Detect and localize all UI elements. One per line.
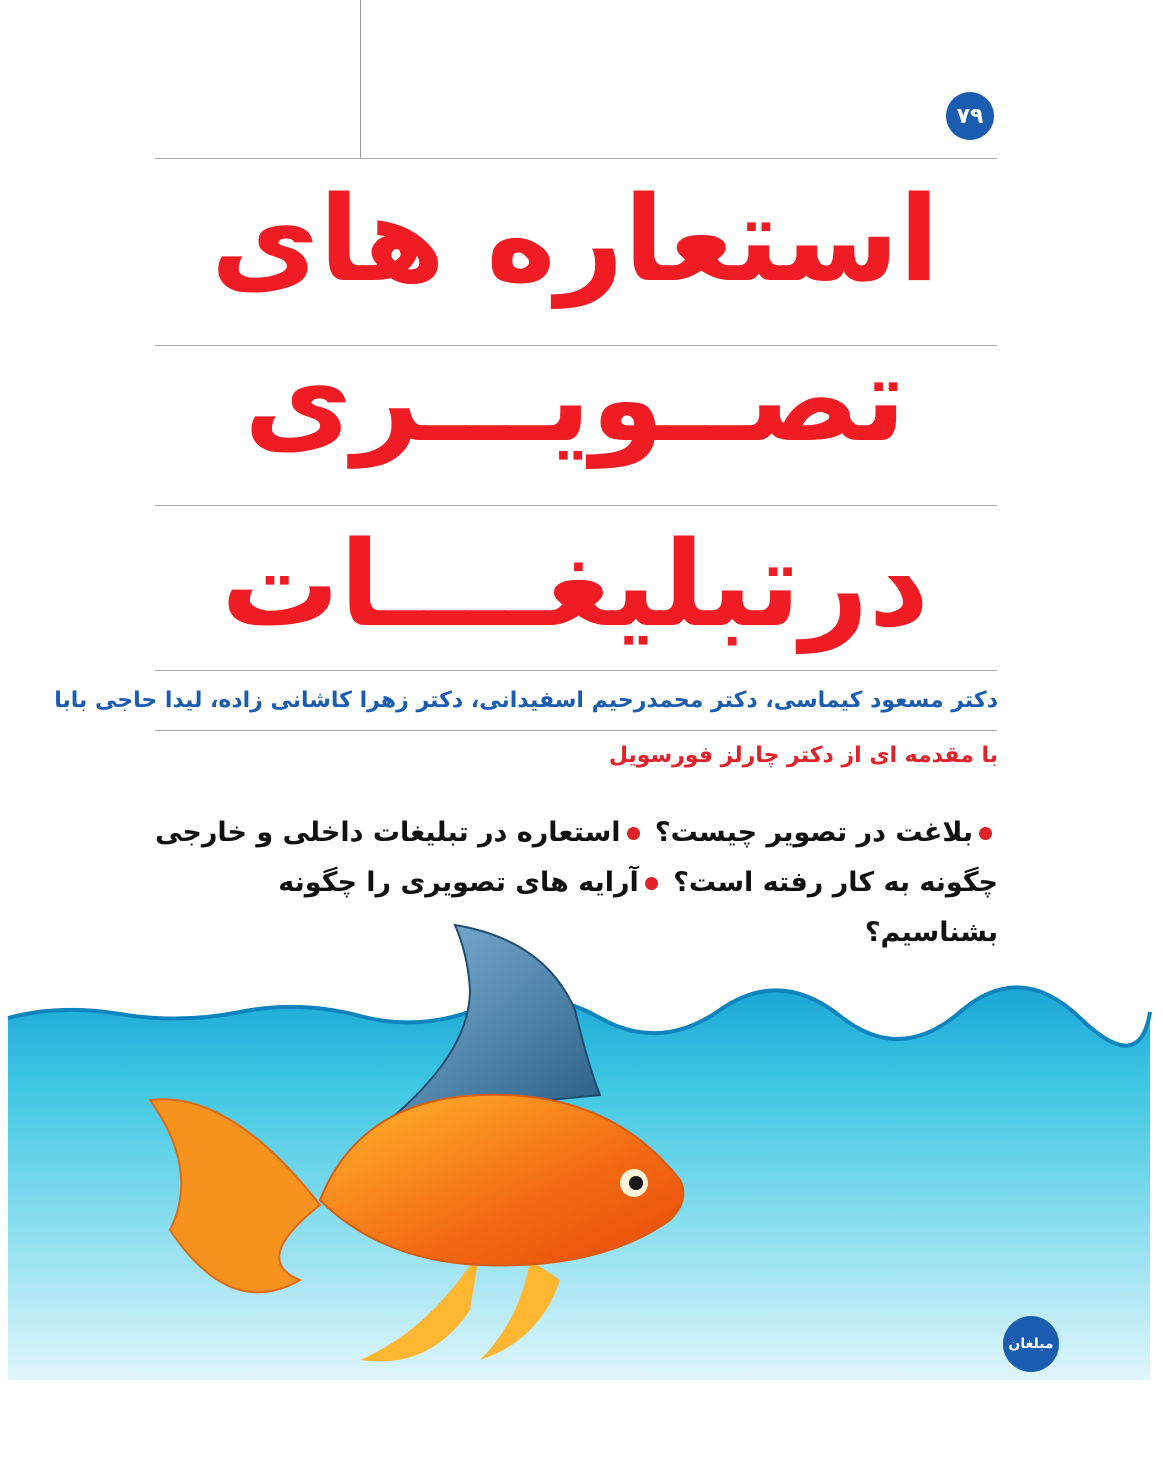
series-badge: [946, 92, 994, 140]
fish-pupil: [629, 1176, 643, 1190]
vertical-rule: [360, 0, 361, 158]
bullet-dot-icon: [627, 827, 640, 840]
bullet-dot-icon: [645, 877, 658, 890]
rule-5: [155, 730, 997, 731]
title-line-3: درتبلیغــــات: [220, 515, 930, 653]
rule-3: [155, 505, 997, 506]
series-number: ۷۹: [956, 103, 984, 129]
bullet-dot-icon: [979, 827, 992, 840]
publisher-logo-text: مبلغان: [1008, 1336, 1054, 1352]
introduction: با مقدمه ای از دکتر چارلز فورسویل: [608, 743, 998, 768]
goldfish-shark-fin-illustration: [0, 900, 1163, 1380]
bullet-3: آرایه های تصویری را چگونه بشناسیم؟: [278, 867, 998, 948]
rule-4: [155, 670, 997, 671]
rule-1: [155, 158, 997, 159]
authors: دکتر مسعود کیماسی، دکتر محمدرحیم اسفیدانی، دکتر زهرا کاشانی زاده، لیدا حاجی بابا: [54, 688, 998, 713]
title-line-2: تصــویـــری: [243, 330, 907, 468]
bullet-1: بلاغت در تصویر چیست؟: [654, 817, 973, 848]
publisher-logo: [1003, 1316, 1059, 1372]
title-line-1: استعاره های: [210, 170, 940, 308]
bullet-2: استعاره در تبلیغات داخلی و خارجی چگونه به کار رفته است؟: [155, 817, 998, 898]
